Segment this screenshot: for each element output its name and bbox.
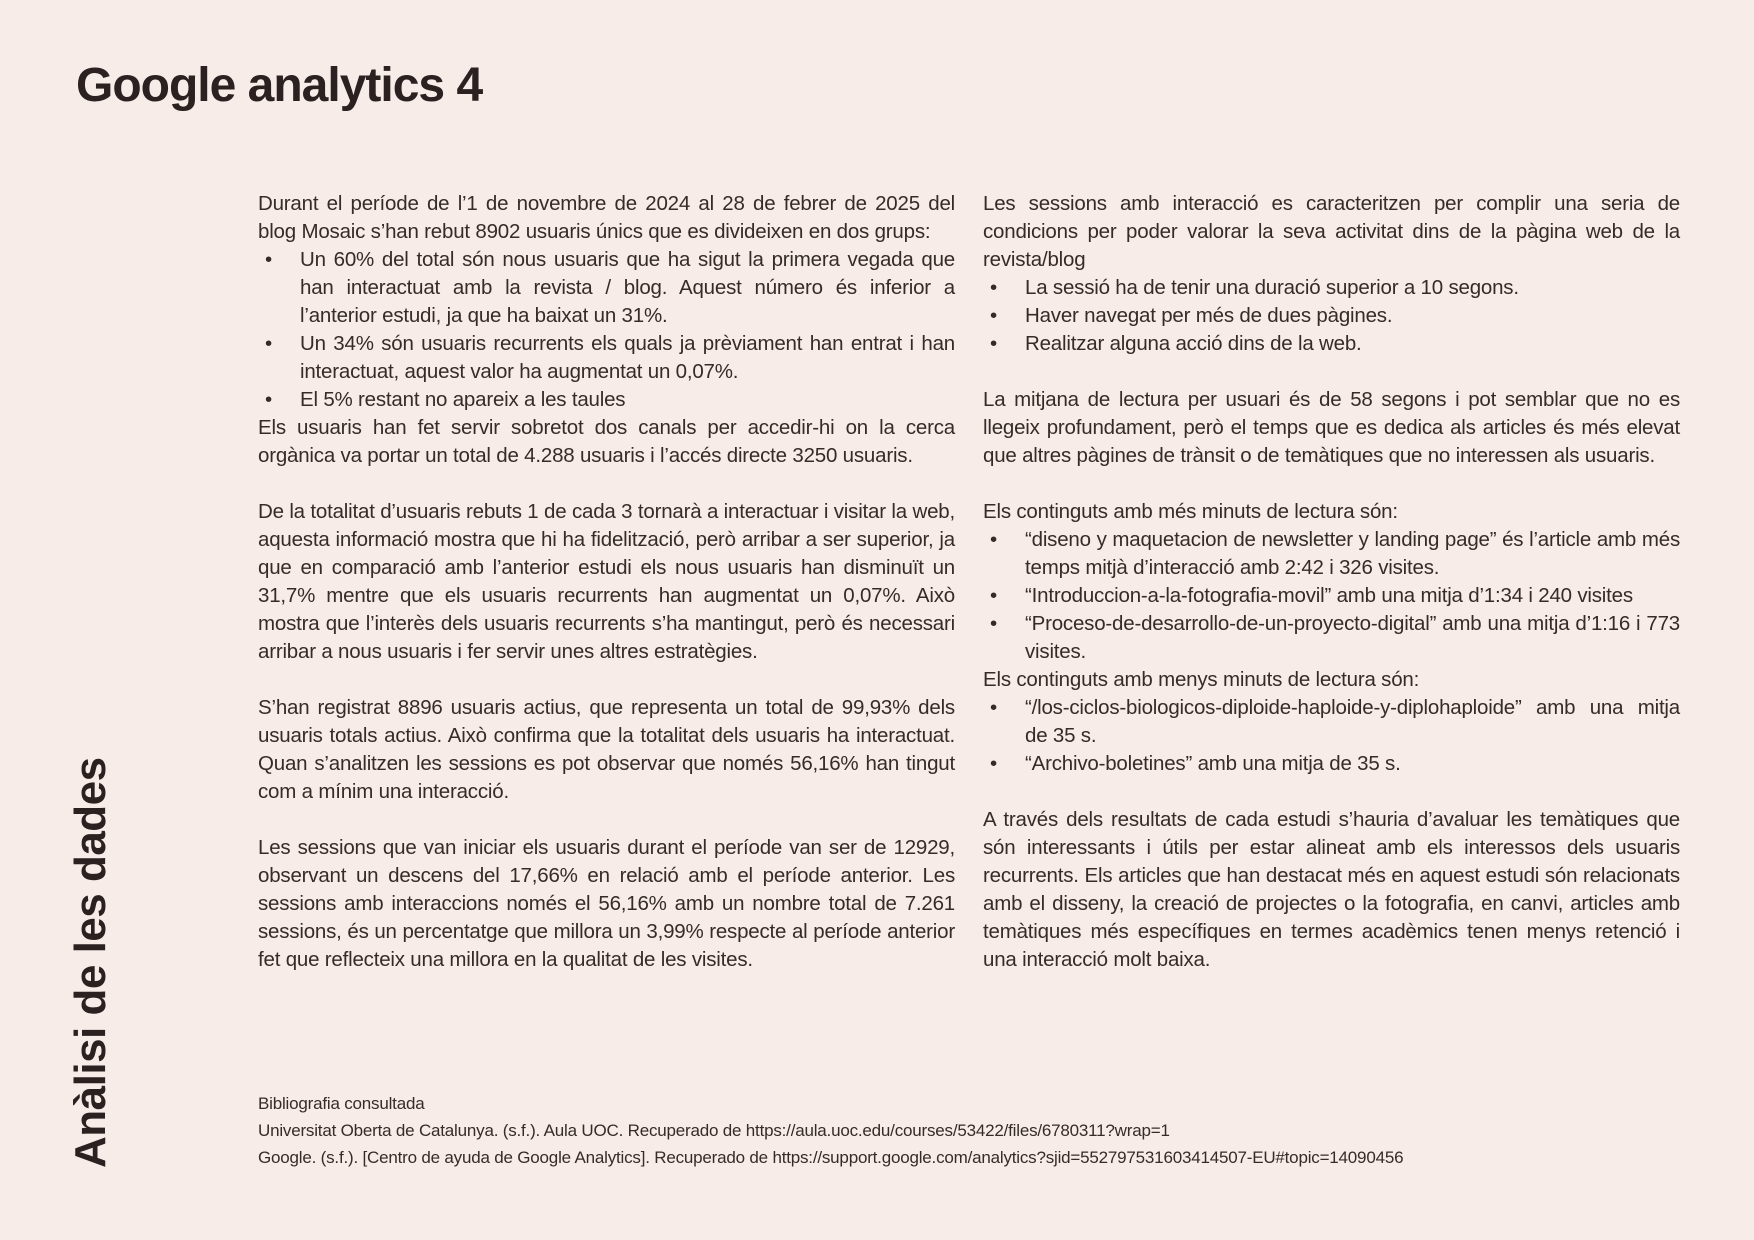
bullet-dot-icon: •	[265, 248, 272, 271]
bullet-text: “Archivo-boletines” amb una mitja de 35 s.	[1025, 752, 1401, 775]
paragraph-usuaris-actius: S’han registrat 8896 usuaris actius, que representa un total de 99,93% dels usuaris totals actius. Això confirma que la totalitat dels usuaris ha interactuat. Quan s’analitzen les sessions es pot observar que només 56,16% han tingut com a mínim una interacció.	[258, 696, 955, 803]
vertical-section-label: Anàlisi de les dades	[66, 757, 115, 1168]
bullet-text: Un 34% són usuaris recurrents els quals ja prèviament han entrat i han interactuat, aquest valor ha augmentat un 0,07%.	[300, 332, 955, 383]
left-column	[258, 190, 955, 974]
bullet-item	[983, 274, 1680, 302]
bullet-text: “/los-ciclos-biologicos-diploide-haploide-y-diplohaploide” amb una mitja de 35 s.	[1025, 696, 1680, 747]
bullet-item	[983, 610, 1680, 666]
bullet-dot-icon: •	[990, 612, 997, 635]
paragraph-mitjana-lectura: La mitjana de lectura per usuari és de 58 segons i pot semblar que no es llegeix profundament, però el temps que es dedica als articles és més elevat que altres pàgines de trànsit o de temàtiques que no interessen als usuaris.	[983, 388, 1680, 467]
paragraph-fidelitzacio: De la totalitat d’usuaris rebuts 1 de cada 3 tornarà a interactuar i visitar la web, aquesta informació mostra que hi ha fidelització, però arribar a ser superior, ja que en comparació amb l’anterior estudi els nous usuaris han disminuït un 31,7% mentre que els usuaris recurrents han augmentat un 0,07%. Això mostra que l’interès dels usuaris recurrents s’ha mantingut, però és necessari arribar a nous usuaris i fer servir unes altres estratègies.	[258, 500, 955, 663]
bullet-item	[983, 694, 1680, 750]
bibliography	[258, 1090, 1403, 1171]
bullet-text: “Introduccion-a-la-fotografia-movil” amb una mitja d’1:34 i 240 visites	[1025, 584, 1633, 607]
page-title: Google analytics 4	[76, 59, 483, 112]
bullet-dot-icon: •	[265, 332, 272, 355]
bullet-text: La sessió ha de tenir una duració superior a 10 segons.	[1025, 276, 1519, 299]
bibliography-entry: Google. (s.f.). [Centro de ayuda de Google Analytics]. Recuperado de https://support.google.com/analytics?sjid=552797531603414507-EU#topic=14090456	[258, 1148, 1404, 1167]
bullet-item	[258, 246, 955, 330]
bullet-text: Un 60% del total són nous usuaris que ha sigut la primera vegada que han interactuat amb la revista / blog. Aquest número és inferior a l’anterior estudi, ja que ha baixat un 31%.	[300, 248, 955, 327]
bullet-item	[983, 330, 1680, 358]
bibliography-entry: Universitat Oberta de Catalunya. (s.f.). Aula UOC. Recuperado de https://aula.uoc.edu/courses/53422/files/6780311?wrap=1	[258, 1121, 1170, 1140]
heading-less-minutes: Els continguts amb menys minuts de lectura són:	[983, 668, 1420, 691]
bullet-item	[258, 386, 955, 414]
bibliography-heading: Bibliografia consultada	[258, 1094, 425, 1113]
heading-more-minutes: Els continguts amb més minuts de lectura són:	[983, 500, 1398, 523]
bullet-item	[983, 302, 1680, 330]
bullet-item	[983, 526, 1680, 582]
bullet-dot-icon: •	[990, 276, 997, 299]
paragraph-interaccio-intro: Les sessions amb interacció es caracteritzen per complir una seria de condicions per poder valorar la seva activitat dins de la pàgina web de la revista/blog	[983, 192, 1680, 271]
bullet-text: “Proceso-de-desarrollo-de-un-proyecto-digital” amb una mitja d’1:16 i 773 visites.	[1025, 612, 1680, 663]
right-column	[983, 190, 1680, 974]
content-columns	[258, 190, 1680, 974]
bullet-dot-icon: •	[990, 752, 997, 775]
bullet-dot-icon: •	[990, 332, 997, 355]
bullet-text: Realitzar alguna acció dins de la web.	[1025, 332, 1362, 355]
bullet-item	[983, 582, 1680, 610]
bullet-dot-icon: •	[990, 304, 997, 327]
paragraph-channels: Els usuaris han fet servir sobretot dos canals per accedir-hi on la cerca orgànica va portar un total de 4.288 usuaris i l’accés directe 3250 usuaris.	[258, 416, 955, 467]
bullet-dot-icon: •	[265, 388, 272, 411]
bullet-text: Haver navegat per més de dues pàgines.	[1025, 304, 1393, 327]
bullet-dot-icon: •	[990, 584, 997, 607]
bullet-text: El 5% restant no apareix a les taules	[300, 388, 626, 411]
bullet-text: “diseno y maquetacion de newsletter y landing page” és l’article amb més temps mitjà d’interacció amb 2:42 i 326 visites.	[1025, 528, 1680, 579]
paragraph-period-intro: Durant el període de l’1 de novembre de 2024 al 28 de febrer de 2025 del blog Mosaic s’han rebut 8902 usuaris únics que es divideixen en dos grups:	[258, 192, 955, 243]
bullet-item	[983, 750, 1680, 778]
paragraph-sessions: Les sessions que van iniciar els usuaris durant el període van ser de 12929, observant un descens del 17,66% en relació amb el període anterior. Les sessions amb interaccions només el 56,16% amb un nombre total de 7.261 sessions, és un percentatge que millora un 3,99% respecte al període anterior fet que reflecteix una millora en la qualitat de les visites.	[258, 836, 955, 971]
bullet-item	[258, 330, 955, 386]
bullet-dot-icon: •	[990, 696, 997, 719]
bullet-dot-icon: •	[990, 528, 997, 551]
paragraph-conclusions: A través dels resultats de cada estudi s’hauria d’avaluar les temàtiques que són interessants i útils per estar alineat amb els interessos dels usuaris recurrents. Els articles que han destacat més en aquest estudi són relacionats amb el disseny, la creació de projectes o la fotografia, en canvi, articles amb temàtiques més específiques en termes acadèmics tenen menys retenció i una interacció molt baixa.	[983, 808, 1680, 971]
